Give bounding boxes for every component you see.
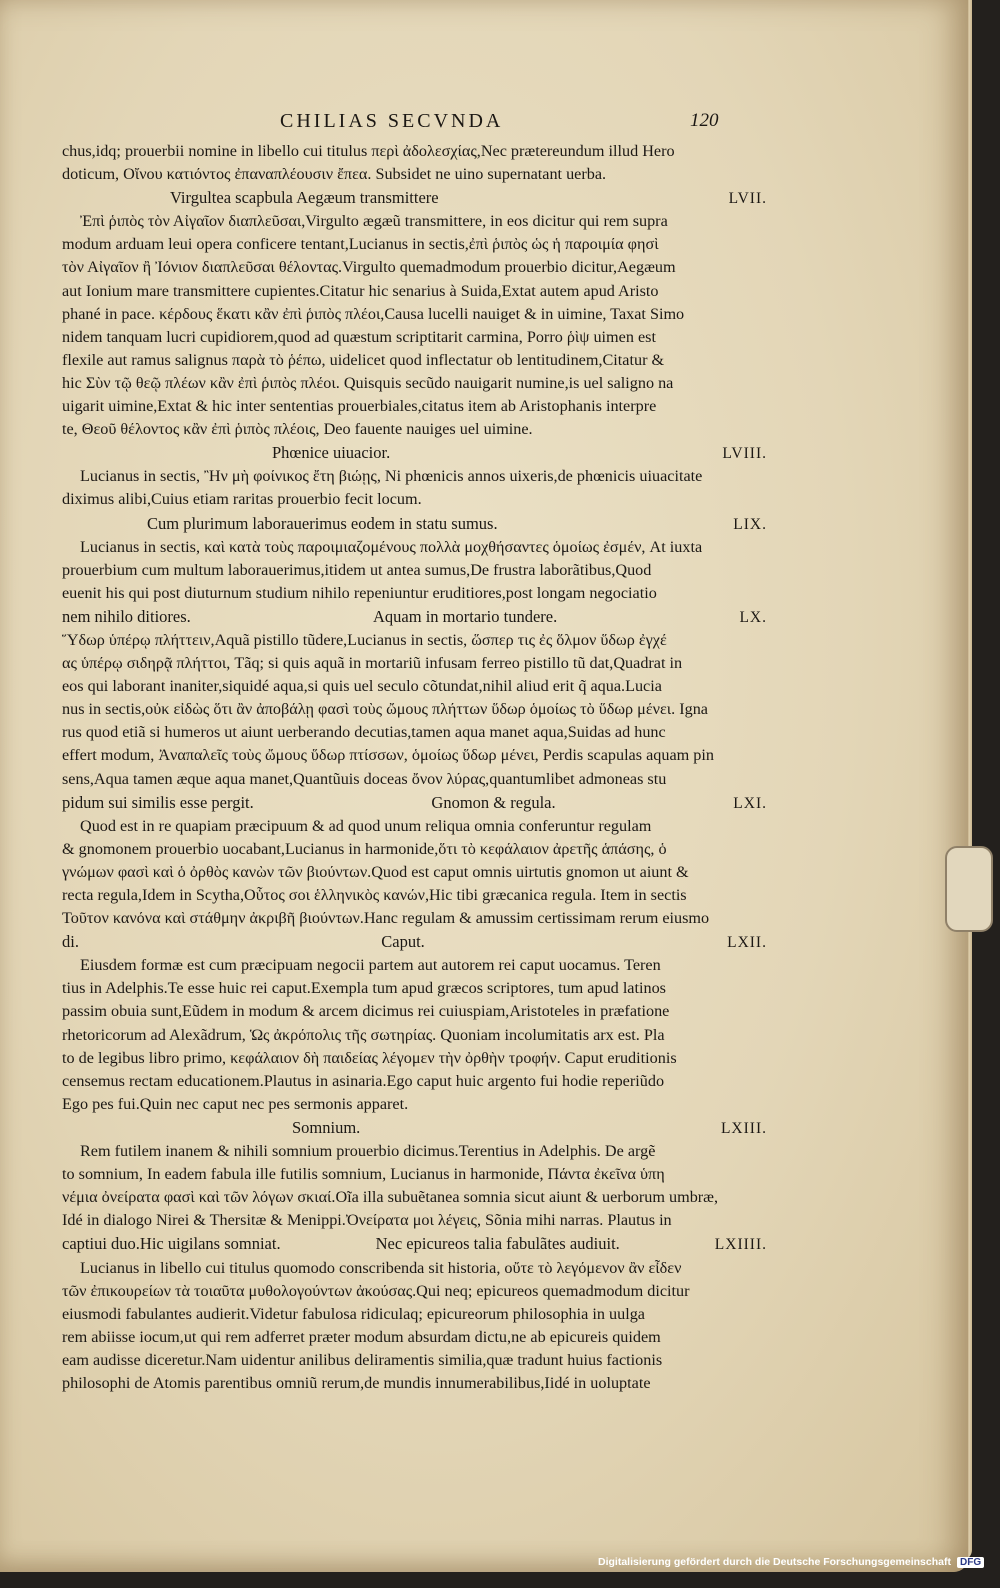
text-line: to somnium, In eadem fabula ille futilis somnium, Lucianus in harmonide, Πάντα ἐκεῖνα ὑπη (62, 1165, 665, 1184)
text-line: Lucianus in sectis, Ἢν μὴ φοίνικος ἔτη βιώῃς, Ni phœnicis annos uixeris,de phœnicis uiuacitate (80, 467, 703, 486)
text-line: Idé in dialogo Nirei & Thersitæ & Menippi.Ὀνείρατα μοι λέγεις, Sõnia mihi narras. Plautus in (62, 1211, 672, 1230)
text-line: euenit his qui post diuturnum studium nihilo repeniuntur eruditiores,post longam negociatio (62, 583, 657, 602)
text-line: γνώμων φασὶ καὶ ὁ ὀρθὸς κανὼν τῶν βιούντων.Quod est caput omnis uirtutis gnomon ut aiunt & (62, 862, 689, 881)
heading-number: LXI. (733, 794, 767, 812)
section-heading (62, 441, 767, 465)
heading-number: LX. (739, 608, 767, 626)
heading-number: LXIII. (720, 1119, 767, 1137)
section-heading (62, 186, 767, 210)
text-line: recta regula,Idem in Scytha,Οὗτος σοι ἑλληνικὸς κανών,Hic tibi græcanica regula. Item in sectis (62, 886, 687, 904)
text-line: passim obuia sunt,Eũdem in modum & arcem dicimus rei cuiuspiam,Aristoteles in præfatione (62, 1002, 670, 1021)
heading-title: Somnium. (292, 1117, 361, 1137)
text-line: effert modum, Ἀναπαλεῖς τοὺς ὤμους ὕδωρ πτίσσων, ὁμοίως ὕδωρ μένει, Perdis scapulas aquam pin (62, 746, 714, 765)
heading-title: Phœnice uiuacior. (272, 443, 391, 463)
text-line: Lucianus in libello cui titulus quomodo conscribenda sit historia, οὔτε τὸ λεγόμενον ἂν εἶδεν (80, 1258, 682, 1277)
text-line: prouerbium cum multum laborauerimus,itidem ut antea sumus,De frustra laborãtibus,Quod (62, 560, 652, 579)
text-line: nidem tanquam lucri cupidiorem,quod ad quæstum scriptitarit carmina, Porro ῥὶψ uimen est (62, 327, 656, 346)
text-line: Τοῦτον κανόνα καὶ στάθμην ἀκριβῆ βιούντων.Hanc regulam & amussim certissimam rerum eiusmo (62, 909, 710, 928)
text-line-end: nem nihilo ditiores. (62, 606, 191, 626)
text-line-with-heading (62, 930, 767, 954)
footer-credit (598, 1552, 998, 1572)
text-line: flexile aut ramus salignus παρὰ τὸ ῥέπω, uidelicet quod inflectatur ob lentitudinem,Citatur & (62, 350, 665, 369)
heading-number: LVIII. (722, 445, 767, 463)
page-tab-marker (945, 846, 993, 932)
text-line-end: di. (62, 932, 79, 952)
text-line: τῶν ἐπικουρείων τὰ τοιαῦτα μυθολογούντων ἀκούσας.Qui neq; epicureos quemadmodum dicitur (62, 1281, 690, 1300)
text-line: philosophi de Atomis parentibus omniũ rerum,de mundis innumerabilibus,Iidé in uoluptate (62, 1373, 651, 1392)
text-line: Quod est in re quapiam præcipuum & ad quod unum reliqua omnia conferuntur regulam (80, 816, 652, 835)
text-line: tius in Adelphis.Te esse huic rei caput.Exempla tum apud græcos scriptores, tum apud latinos (62, 979, 666, 998)
running-head: CHILIAS SECVNDA (280, 110, 504, 132)
section-heading (62, 1116, 767, 1140)
heading-title: Caput. (381, 932, 425, 952)
text-line: eiusmodi fabulantes audierit.Videtur fabulosa ridiculaq; epicureorum philosophia in uulga (62, 1304, 645, 1323)
text-line: doticum, Οἴνου κατιόντος ἐπαναπλέουσιν ἔπεα. Subsidet ne uino supernatant uerba. (62, 165, 607, 184)
text-line: & gnomonem prouerbio uocabant,Lucianus in harmonide,ὅτι τὸ κεφάλαιον ἀρετῆς ἁπάσης, ὁ (62, 839, 667, 858)
text-line: modum arduam leui opera conficere tentant,Lucianus in sectis,ἐπὶ ῥιπὸς ὡς ἡ παροιμία φησὶ (62, 235, 659, 254)
dfg-logo: DFG (957, 1557, 984, 1568)
text-line: rus quod etiã si humeros ut aiunt uerberando decutias,tamen aqua manet aqua,Suidas ad hunc (62, 723, 666, 742)
heading-title: Cum plurimum laborauerimus eodem in statu sumus. (147, 513, 498, 533)
section-heading (62, 512, 767, 536)
text-line: chus,idq; prouerbii nomine in libello cui titulus περὶ ἀδολεσχίας,Nec prætereundum illud Hero (62, 142, 675, 160)
text-line: ας ὑπέρῳ σιδηρᾷ πλήττοι, Tãq; si quis aquã in mortariũ infusam ferreo pistillo tũ dat,Quadrat in (62, 654, 683, 673)
heading-title: Virgultea scapbula Aegæum transmittere (170, 188, 439, 208)
text-line: Eiusdem formæ est cum præcipuam negocii partem aut autorem rei caput uocamus. Teren (80, 956, 661, 975)
text-line: hic Σὺν τῷ θεῷ πλέων κἂν ἐπὶ ῥιπὸς πλέοι. Quisquis secũdo nauigarit numine,is uel saligno na (62, 373, 674, 392)
text-line: eam audisse diceretur.Nam uidentur anilibus deliramentis similia,quæ tradunt huius factionis (62, 1350, 663, 1369)
footer-text: Digitalisierung gefördert durch die Deutsche Forschungsgemeinschaft (598, 1556, 951, 1568)
text-line: censemus rectam educationem.Plautus in asinaria.Ego caput huic argento fui hodie reperiũdo (62, 1071, 665, 1090)
text-line-with-heading (62, 791, 767, 815)
text-line: Ego pes fui.Quin nec caput nec pes sermonis apparet. (62, 1094, 409, 1113)
heading-title: Nec epicureos talia fabulãtes audiuit. (375, 1234, 620, 1254)
text-line: Ἐπὶ ῥιπὸς τὸν Αἰγαῖον διαπλεῦσαι,Virgulto ægæũ transmittere, in eos dicitur qui rem supra (80, 212, 668, 231)
text-line: νέμια ὀνείρατα φασὶ καὶ τῶν λόγων σκιαί.Oĩa illa subuẽtanea somnia sicut aiunt & uerborum umbræ, (62, 1188, 719, 1207)
text-line: nus in sectis,οὐκ εἰδὼς ὅτι ἂν ἀποβάλῃ φασὶ τοὺς ὤμους πλήττων ὕδωρ ὁμοίως τὸ ὕδωρ μένει. Igna (62, 700, 708, 719)
folio-number: 120 (690, 110, 719, 131)
heading-number: LIX. (733, 515, 767, 533)
text-line-end: captiui duo.Hic uigilans somniat. (62, 1234, 281, 1254)
text-line: eos qui laborant inaniter,siquidé aqua,si quis uel seculo cõtundat,nihil aliud erit q̃ aqua.Lucia (62, 677, 662, 696)
heading-number: LVII. (728, 190, 767, 208)
text-line-with-heading (62, 1232, 767, 1256)
text-line: sens,Aqua tamen æque aqua manet,Quantũuis doceas ὄνον λύρας,quantumlibet admoneas stu (62, 769, 667, 788)
text-line: rem abiisse iocum,ut qui rem adferret præter modum absurdam dictu,ne ab epicureis quidem (62, 1327, 661, 1346)
page-text (62, 140, 767, 1395)
text-line: uigarit uimine,Extat & hic inter sententias prouerbiales,citatus item ab Aristophanis interpre (62, 397, 657, 416)
text-line: aut Ionium mare transmittere cupientes.Citatur hic senarius à Suida,Extat autem apud Aristo (62, 281, 659, 300)
heading-title: Aquam in mortario tundere. (373, 606, 558, 626)
text-line: te, Θεοῦ θέλοντος κἂν ἐπὶ ῥιπὸς πλέοις, Deo fauente nauiges uel uimine. (62, 420, 533, 439)
text-line: diximus alibi,Cuius etiam raritas prouerbio fecit locum. (62, 490, 422, 509)
text-line: τὸν Αἰγαῖον ἢ Ἰόνιον διαπλεῦσαι θέλοντας.Virgulto quemadmodum prouerbio dicitur,Aegæum (62, 258, 676, 277)
heading-title: Gnomon & regula. (431, 792, 556, 812)
text-line-end: pidum sui similis esse pergit. (62, 792, 254, 812)
text-line: phané in pace. κέρδους ἕκατι κἂν ἐπὶ ῥιπὸς πλέοι,Causa lucelli nauiget & in uimine, Taxat Simo (62, 304, 685, 323)
text-line: Ὕδωρ ὑπέρῳ πλήττειν,Aquã pistillo tũdere,Lucianus in sectis, ὥσπερ τις ἐς ὅλμον ὕδωρ ἐγχέ (62, 630, 667, 649)
text-line: to de legibus libro primo, κεφάλαιον δὴ παιδείας λέγομεν τὴν ὀρθὴν τροφήν. Caput eruditionis (62, 1048, 677, 1067)
text-line-with-heading (62, 605, 767, 629)
heading-number: LXIIII. (714, 1236, 767, 1254)
text-line: Rem futilem inanem & nihili somnium prouerbio dicimus.Terentius in Adelphis. De argẽ (80, 1142, 656, 1161)
text-line: Lucianus in sectis, καὶ κατὰ τοὺς παροιμιαζομένους πολλὰ μοχθήσαντες ὁμοίως ἐσμέν, At iuxta (80, 537, 703, 556)
text-line: rhetoricorum ad Alexãdrum, Ὡς ἀκρόπολις τῆς σωτηρίας. Quoniam incolumitatis arx est. Pla (62, 1025, 665, 1044)
heading-number: LXII. (727, 934, 767, 952)
